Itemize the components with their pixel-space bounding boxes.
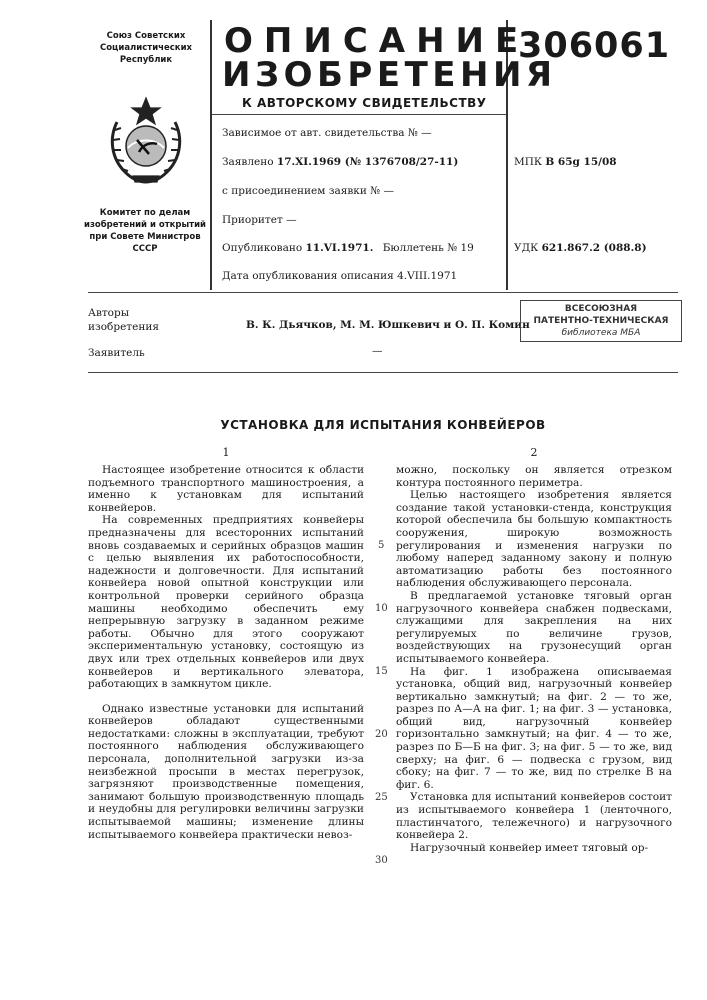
state-emblem-icon	[103, 92, 189, 188]
meta-filed	[222, 155, 458, 169]
paragraph: Установка для испытаний конвейеров состоит из испытываемого конвейера 1 (ленточного, пластинчатого, тележечного) и нагрузочного конвейера 2.	[396, 791, 672, 841]
bulletin: Бюллетень № 19	[383, 242, 474, 254]
udk-value: 621.867.2 (088.8)	[542, 242, 647, 254]
patent-number: 306061	[518, 26, 670, 66]
meta-priority: Приоритет —	[222, 213, 297, 227]
paragraph: можно, поскольку он является отрезком контура постоянного периметра.	[396, 464, 672, 489]
meta-dependent: Зависимое от авт. свидетельства № —	[222, 126, 432, 140]
line-number: 25	[375, 792, 388, 803]
header-divider-left	[210, 20, 212, 290]
committee-line: при Совете Министров	[82, 231, 208, 243]
meta-addition: с присоединением заявки № —	[222, 184, 394, 198]
mpk-value: B 65g 15/08	[545, 156, 616, 168]
udk-label: УДК	[514, 242, 538, 254]
authors-bottom-rule	[88, 372, 678, 373]
column-number: 1	[88, 446, 364, 459]
stamp-line: ПАТЕНТНО-ТЕХНИЧЕСКАЯ	[525, 315, 677, 327]
udk-classification	[514, 241, 647, 255]
mpk-classification	[514, 155, 617, 169]
line-number: 20	[375, 729, 388, 740]
paragraph: Целью настоящего изобретения является создание такой установки-стенда, конструкция которой обеспечила бы большую компактность сооружения, широкую возможность регулирования и изменения нагрузки по любому наперед заданному закону и полную автоматизацию работы без постоянного наблюдения обслуживающего персонала.	[396, 489, 672, 590]
authors-label-line: Авторы	[88, 306, 159, 320]
line-number: 30	[375, 855, 388, 866]
meta-published	[222, 241, 474, 255]
mpk-label: МПК	[514, 156, 542, 168]
doc-type-title: ОПИСАНИЕ	[224, 24, 514, 58]
committee-line: изобретений и открытий	[82, 219, 208, 231]
paragraph: Нагрузочный конвейер имеет тяговый ор-	[396, 842, 672, 855]
paragraph: На современных предприятиях конвейеры предназначены для всесторонних испытаний вновь создаваемых и серийных образцов машин с целью выявления их работоспособности, надежности и долговечности. Для испытаний конвейера новой опытной конструкции или контрольной проверки серийного образца машины необходимо обеспечить ему непрерывную загрузку в заданном режиме работы. Обычно для этого сооружают экспериментальную установку, состоящую из двух или трех отдельных конвейеров или двух конвейеров и вертикального элеватора, работающих в замкнутом цикле.	[88, 514, 364, 690]
text-column-1	[88, 464, 364, 841]
applicant-value: —	[372, 344, 383, 358]
line-number: 5	[378, 540, 384, 551]
authors-label-line: изобретения	[88, 320, 159, 334]
invention-title: УСТАНОВКА ДЛЯ ИСПЫТАНИЯ КОНВЕЙЕРОВ	[88, 418, 678, 432]
org-line: Союз Советских	[88, 30, 204, 42]
authors-label	[88, 306, 159, 334]
committee-line: СССР	[82, 243, 208, 255]
text-column-2	[396, 464, 672, 854]
line-number: 10	[375, 603, 388, 614]
doc-type-title-2: ИЗОБРЕТЕНИЯ	[222, 58, 512, 92]
filed-label: Заявлено	[222, 156, 274, 168]
stamp-line: ВСЕСОЮЗНАЯ	[525, 303, 677, 315]
filed-value: 17.XI.1969 (№ 1376708/27-11)	[277, 156, 458, 168]
paragraph: В предлагаемой установке тяговый орган нагрузочного конвейера снабжен подвесками, служащими для закрепления на них регулируемых по величине грузов, воздействующих на грузонесущий орган испытываемого конвейера.	[396, 590, 672, 666]
paragraph: Настоящее изобретение относится к области подъемного транспортного машиностроения, а именно к установкам для испытаний конвейеров.	[88, 464, 364, 514]
subtitle-rule	[212, 114, 506, 115]
org-line: Социалистических	[88, 42, 204, 54]
org-name	[88, 30, 204, 66]
paragraph: Однако известные установки для испытаний конвейеров обладают существенными недостатками: сложны в эксплуатации, требуют постоянного наблюдения обслуживающего персонала, дополнительной загрузки из-за неизбежной просыпи в местах перегрузок, загрязняют производственные помещения, занимают большую производственную площадь и неудобны для регулировки величины загрузки испытываемой машины; изменение длины испытываемого конвейера практически невоз-	[88, 703, 364, 842]
stamp-line: библиотека МБА	[525, 327, 677, 339]
published-value: 11.VI.1971.	[306, 242, 374, 254]
library-stamp	[520, 300, 682, 342]
org-line: Республик	[88, 54, 204, 66]
line-number: 15	[375, 666, 388, 677]
committee-name	[82, 207, 208, 255]
authors-names: В. К. Дьячков, М. М. Юшкевич и О. П. Комин	[246, 318, 530, 332]
header-bottom-rule	[88, 292, 678, 293]
doc-subtitle: К АВТОРСКОМУ СВИДЕТЕЛЬСТВУ	[242, 96, 502, 110]
committee-line: Комитет по делам	[82, 207, 208, 219]
applicant-label: Заявитель	[88, 346, 145, 360]
published-label: Опубликовано	[222, 242, 302, 254]
meta-description-date: Дата опубликования описания 4.VIII.1971	[222, 269, 457, 283]
column-number: 2	[396, 446, 672, 459]
paragraph: На фиг. 1 изображена описываемая установка, общий вид, нагрузочный конвейер вертикально замкнутый; на фиг. 2 — то же, разрез по А—А на фиг. 1; на фиг. 3 — установка, общий вид, нагрузочный конвейер горизонтально замкнутый; на фиг. 4 — то же, разрез по Б—Б на фиг. 3; на фиг. 5 — то же, вид сверху; на фиг. 6 — подвеска с грузом, вид сбоку; на фиг. 7 — то же, вид по стрелке В на фиг. 6.	[396, 666, 672, 792]
